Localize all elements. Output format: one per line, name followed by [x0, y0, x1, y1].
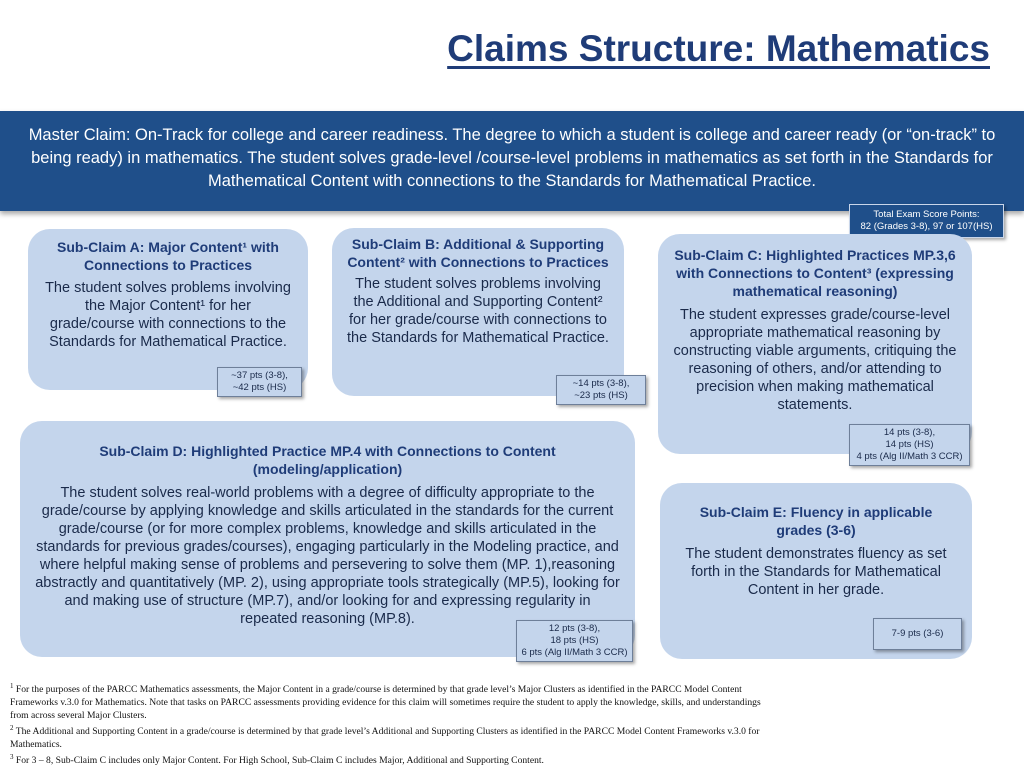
sub-claim-a-card: [28, 229, 308, 390]
sub-claim-c-points-line: 4 pts (Alg II/Math 3 CCR): [856, 451, 963, 462]
sub-claim-e-body: The student demonstrates fluency as set forth in the Standards for Mathematical Content in her grade.: [685, 546, 947, 598]
master-claim-text: Master Claim: On-Track for college and career readiness. The degree to which a student is college and career ready (or “on-track” to being ready) in mathematics. The student solves grade-level /course-level problems in mathematics as set forth in the Standards for Mathematical Content with connections to the Standards for Mathematical Practice.: [28, 126, 996, 190]
sub-claim-d-title: Sub-Claim D: Highlighted Practice MP.4 with Connections to Content (modeling/application): [99, 443, 556, 477]
footnote-marker: 3: [10, 753, 14, 762]
sub-claim-e-title: Sub-Claim E: Fluency in applicable grades (3-6): [699, 504, 933, 538]
sub-claim-c-points-line: 14 pts (3-8),: [883, 427, 936, 438]
sub-claim-c-body: The student expresses grade/course-level appropriate mathematical reasoning by constructing viable arguments, critiquing the reasoning of others, and/or attending to precision when making mathematical statements.: [673, 307, 957, 413]
page-title: Claims Structure: Mathematics: [447, 28, 990, 69]
footnote-2: [10, 722, 770, 751]
sub-claim-c-title: Sub-Claim C: Highlighted Practices MP.3,6 with Connections to Content³ (expressing mathematical reasoning): [674, 247, 956, 299]
sub-claim-b-body: The student solves problems involving the Additional and Supporting Content² for her grade/course with connections to the Standards for Mathematical Practice.: [347, 276, 609, 346]
sub-claim-b-title: Sub-Claim B: Additional & Supporting Content² with Connections to Practices: [347, 236, 609, 270]
sub-claim-d-points-line: 12 pts (3-8),: [548, 623, 601, 634]
master-claim-banner: [0, 111, 1024, 211]
footnote-marker: 1: [10, 682, 14, 690]
sub-claim-a-points: [217, 367, 302, 397]
sub-claim-c-points: [849, 424, 970, 466]
footnote-text: For 3 – 8, Sub-Claim C includes only Major Content. For High School, Sub-Claim C includes Major, Additional and Supporting Content.: [15, 755, 544, 767]
sub-claim-a-points-line: ~42 pts (HS): [232, 382, 287, 393]
sub-claim-d-points: [516, 620, 633, 662]
total-points-label: Total Exam Score Points:: [873, 209, 980, 220]
sub-claim-c-points-line: 14 pts (HS): [885, 439, 934, 450]
sub-claim-b-points: [556, 375, 646, 405]
sub-claim-e-points-line: 7-9 pts (3-6): [891, 628, 944, 639]
footnote-text: The Additional and Supporting Content in a grade/course is determined by that grade level’s Additional and Supporting Clusters as identified in the PARCC Model Content Frameworks v.3.0 for Mathematics.: [10, 726, 760, 751]
sub-claim-b-points-line: ~14 pts (3-8),: [572, 378, 630, 389]
footnote-1: [10, 680, 770, 722]
total-points-value: 82 (Grades 3-8), 97 or 107(HS): [860, 221, 993, 232]
sub-claim-b-card: [332, 228, 624, 396]
footnote-marker: 2: [10, 724, 14, 733]
sub-claim-d-points-line: 6 pts (Alg II/Math 3 CCR): [521, 647, 628, 658]
sub-claim-a-body: The student solves problems involving the Major Content¹ for her grade/course with connections to the Standards for Mathematical Practice.: [45, 280, 291, 350]
sub-claim-a-points-line: ~37 pts (3-8),: [231, 370, 288, 381]
footnote-3: [10, 751, 770, 767]
sub-claim-b-points-line: ~23 pts (HS): [574, 390, 628, 401]
footnotes: [10, 680, 770, 768]
total-points-box: [849, 204, 1004, 238]
sub-claim-d-body: The student solves real-world problems with a degree of difficulty appropriate to the grade/course by applying knowledge and skills articulated in the standards for the current grade/course (or for more complex problems, knowledge and skills articulated in the standards for previous grades/courses), engaging particularly in the Modeling practice, and where helpful making sense of problems and persevering to solve them (MP. 1),reasoning abstractly and quantitatively (MP. 2), using appropriate tools strategically (MP.5), looking for and making use of structure (MP.7), and/or looking for and expressing regularity in repeated reasoning (MP.8).: [35, 485, 620, 627]
sub-claim-a-title: Sub-Claim A: Major Content¹ with Connections to Practices: [57, 239, 279, 273]
sub-claim-d-points-line: 18 pts (HS): [550, 635, 599, 646]
sub-claim-e-points: [873, 618, 962, 650]
sub-claim-c-card: [658, 234, 972, 454]
footnote-text: For the purposes of the PARCC Mathematics assessments, the Major Content in a grade/course is determined by that grade level’s Major Clusters as identified in the PARCC Model Content Frameworks v.3.0 for Mathematics. Note that tasks on PARCC assessments providing evidence for this claim will sometimes require the student to apply the knowledge, skills, and understandings from across several Major Clusters.: [10, 684, 761, 722]
